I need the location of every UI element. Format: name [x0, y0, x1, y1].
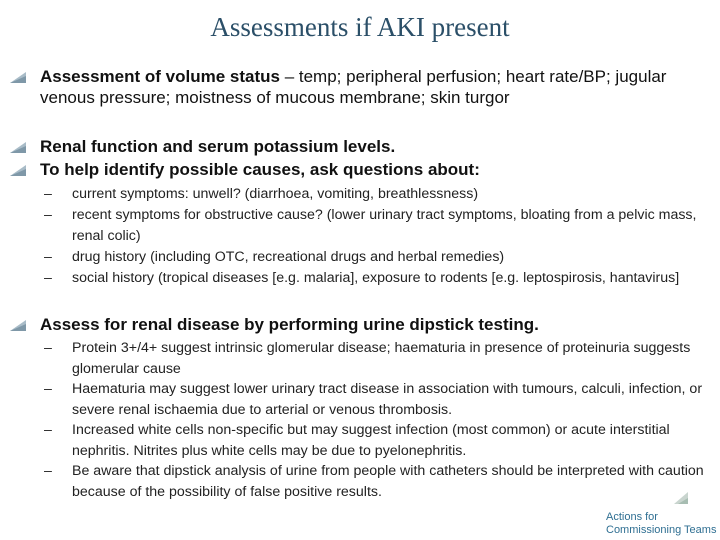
sub-bullet [44, 338, 712, 379]
sub-bullet-text: Increased white cells non-specific but may suggest infection (most common) or acute interstitial nephritis. Nitrites plus white cells may be due to pyelonephritis. [72, 422, 670, 459]
sub-bullet-text: social history (tropical diseases [e.g. malaria], exposure to rodents [e.g. leptospirosis, hantavirus] [72, 270, 680, 286]
logo-line-2: Commissioning Teams [606, 524, 717, 536]
sub-bullet-text: current symptoms: unwell? (diarrhoea, vomiting, breathlessness) [72, 186, 479, 202]
bullet-dipstick [40, 314, 700, 335]
dash-marker: – [44, 463, 52, 479]
bullet-marker-icon [10, 318, 26, 331]
bullet-text: To help identify possible causes, ask questions about: [40, 160, 480, 179]
sub-bullet [44, 247, 712, 268]
sub-bullet-text: Protein 3+/4+ suggest intrinsic glomerular disease; haematuria in presence of proteinuria suggests glomerular cause [72, 340, 691, 377]
sub-bullet [44, 184, 712, 205]
dash-marker: – [44, 249, 52, 265]
bullet-lead: Assessment of volume status [40, 67, 280, 86]
bullet-volume-status [40, 66, 700, 108]
bullet-renal-function [40, 136, 700, 157]
bullet-text: – temp; peripheral perfusion; heart rate/BP; jugular venous pressure; moistness of mucous membrane; skin turgor [40, 67, 667, 107]
sub-bullet-text: Haematuria may suggest lower urinary tract disease in association with tumours, calculi, infection, or severe renal ischaemia due to arterial or venous thrombosis. [72, 381, 703, 418]
sub-bullet [44, 268, 712, 289]
sub-bullet-text: recent symptoms for obstructive cause? (lower urinary tract symptoms, bloating from a pelvic mass, renal colic) [72, 207, 697, 244]
bullet-marker-icon [10, 140, 26, 153]
logo-line-1: Actions for [606, 511, 658, 523]
sub-bullet [44, 420, 712, 461]
dash-marker: – [44, 381, 52, 397]
bullet-possible-causes [40, 159, 700, 180]
dash-marker: – [44, 270, 52, 286]
sub-bullet [44, 379, 712, 420]
sub-bullet-text: Be aware that dipstick analysis of urine from people with catheters should be interpreted with caution because of the possibility of false positive results. [72, 463, 704, 500]
dash-marker: – [44, 422, 52, 438]
sub-bullet [44, 205, 712, 246]
bullet-marker-icon [10, 70, 26, 83]
bullet-text: Assess for renal disease by performing urine dipstick testing. [40, 315, 539, 334]
bullet-text: Renal function and serum potassium levels. [40, 137, 396, 156]
dash-marker: – [44, 207, 52, 223]
sub-bullet-text: drug history (including OTC, recreational drugs and herbal remedies) [72, 249, 505, 265]
slide-title: Assessments if AKI present [210, 12, 510, 42]
dash-marker: – [44, 340, 52, 356]
bullet-marker-icon [10, 163, 26, 176]
logo-text [606, 511, 716, 537]
dash-marker: – [44, 186, 52, 202]
